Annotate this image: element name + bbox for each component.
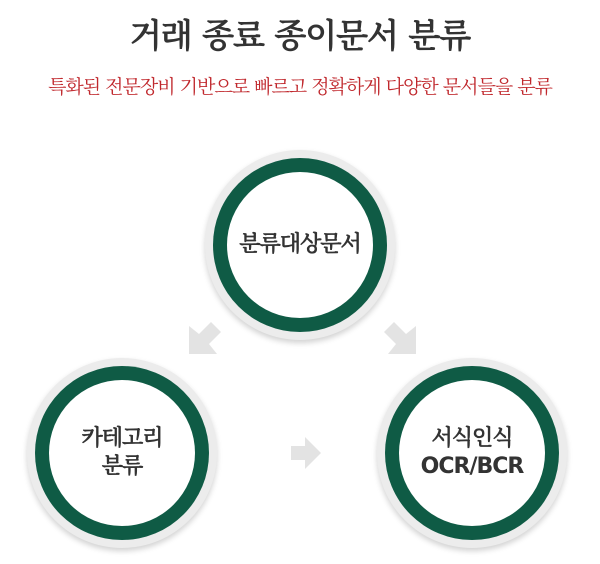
node-label-line1: 카테고리 [81,426,163,451]
page-title: 거래 종료 종이문서 분류 [129,16,471,55]
node-category [27,358,217,548]
node-center [399,380,545,526]
node-ring [35,366,209,540]
node-ring [385,366,559,540]
arrow-down-left-icon [185,318,225,358]
node-label-line2: 분류 [101,454,143,479]
page-subtitle: 특화된 전문장비 기반으로 빠르고 정확하게 다양한 문서들을 분류 [48,76,552,98]
node-label-line1: 서식인식 [431,426,513,451]
node-label-line2: OCR/BCR [420,454,524,479]
node-center [227,172,373,318]
node-ring [213,158,387,332]
node-label: 분류대상문서 [239,232,361,257]
node-form-recognition [377,358,567,548]
node-center [49,380,195,526]
arrow-down-right-icon [380,318,420,358]
node-document-target [205,150,395,340]
arrow-right-icon [285,433,325,473]
